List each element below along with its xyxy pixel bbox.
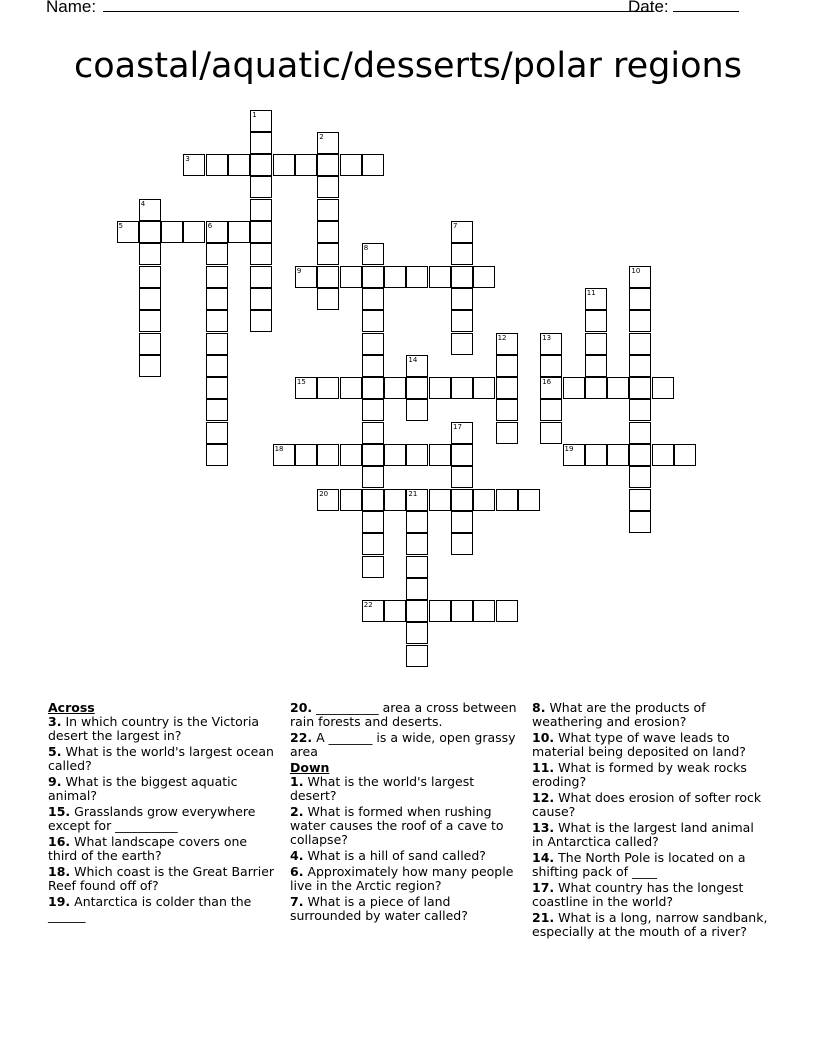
crossword-cell[interactable]: [362, 511, 384, 533]
crossword-cell[interactable]: [406, 266, 428, 288]
crossword-cell[interactable]: [384, 266, 406, 288]
crossword-cell[interactable]: [629, 511, 651, 533]
crossword-cell[interactable]: [451, 377, 473, 399]
crossword-cell[interactable]: [340, 266, 362, 288]
name-label: Name:: [46, 0, 97, 16]
crossword-cell[interactable]: [451, 310, 473, 332]
crossword-cell[interactable]: [250, 266, 272, 288]
across-clue: 16. What landscape covers one third of the earth?: [48, 834, 248, 863]
crossword-cell[interactable]: [362, 556, 384, 578]
cell-number: 11: [586, 288, 596, 297]
down-clue: 14. The North Pole is located on a shifting pack of ____: [532, 850, 746, 879]
crossword-cell[interactable]: [206, 377, 228, 399]
crossword-cell[interactable]: [451, 422, 473, 444]
crossword-cell[interactable]: [362, 489, 384, 511]
crossword-cell[interactable]: [451, 533, 473, 555]
across-clue: 9. What is the biggest aquatic animal?: [48, 774, 238, 803]
crossword-cell[interactable]: [206, 399, 228, 421]
crossword-cell[interactable]: [652, 377, 674, 399]
cell-number: 4: [140, 199, 146, 208]
crossword-cell[interactable]: [585, 288, 607, 310]
cell-number: 9: [296, 266, 302, 275]
crossword-cell[interactable]: [540, 333, 562, 355]
cell-number: 20: [319, 489, 329, 498]
crossword-cell[interactable]: [406, 377, 428, 399]
crossword-cell[interactable]: [183, 221, 205, 243]
crossword-cell[interactable]: [206, 422, 228, 444]
crossword-cell[interactable]: [496, 422, 518, 444]
crossword-cell[interactable]: [362, 310, 384, 332]
crossword-cell[interactable]: [206, 333, 228, 355]
down-clue: 12. What does erosion of softer rock cause?: [532, 790, 762, 819]
crossword-cell[interactable]: [451, 489, 473, 511]
down-clue: 13. What is the largest land animal in Antarctica called?: [532, 820, 754, 849]
crossword-cell[interactable]: [362, 600, 384, 622]
crossword-cell[interactable]: [406, 489, 428, 511]
crossword-cell[interactable]: [317, 377, 339, 399]
crossword-cell[interactable]: [406, 511, 428, 533]
crossword-cell[interactable]: [629, 399, 651, 421]
crossword-cell[interactable]: [429, 266, 451, 288]
crossword-cell[interactable]: [406, 399, 428, 421]
crossword-cell[interactable]: [206, 288, 228, 310]
clues-column-2: [290, 701, 520, 925]
across-clue: 5. What is the world's largest ocean called?: [48, 744, 274, 773]
crossword-cell[interactable]: [451, 600, 473, 622]
crossword-cell[interactable]: [362, 355, 384, 377]
across-heading: Across: [48, 700, 95, 715]
cell-number: 5: [118, 222, 123, 230]
crossword-cell[interactable]: [496, 489, 518, 511]
crossword-cell[interactable]: [295, 377, 317, 399]
down-clue: 4. What is a hill of sand called?: [290, 848, 486, 863]
crossword-cell[interactable]: [250, 221, 272, 243]
crossword-cell[interactable]: [585, 377, 607, 399]
crossword-cell[interactable]: [496, 333, 518, 355]
cell-number: 12: [497, 333, 507, 342]
crossword-cell[interactable]: [250, 199, 272, 221]
crossword-cell[interactable]: [384, 377, 406, 399]
crossword-cell[interactable]: [317, 176, 339, 198]
crossword-cell[interactable]: [451, 266, 473, 288]
crossword-cell[interactable]: [451, 243, 473, 265]
cell-number: 22: [363, 601, 373, 610]
crossword-cell[interactable]: [540, 377, 562, 399]
down-clue: 10. What type of wave leads to material being deposited on land?: [532, 730, 746, 759]
crossword-cell[interactable]: [206, 355, 228, 377]
crossword-cell[interactable]: [317, 221, 339, 243]
crossword-cell[interactable]: [117, 221, 139, 243]
crossword-cell[interactable]: [228, 221, 250, 243]
crossword-cell[interactable]: [629, 355, 651, 377]
crossword-cell[interactable]: [429, 600, 451, 622]
crossword-cell[interactable]: [496, 399, 518, 421]
crossword-cell[interactable]: [362, 154, 384, 176]
crossword-cell[interactable]: [652, 444, 674, 466]
crossword-cell[interactable]: [362, 288, 384, 310]
crossword-cell[interactable]: [250, 310, 272, 332]
down-clue: 7. What is a piece of land surrounded by water called?: [290, 894, 468, 923]
crossword-cell[interactable]: [607, 377, 629, 399]
crossword-cell[interactable]: [429, 377, 451, 399]
crossword-cell[interactable]: [406, 600, 428, 622]
crossword-cell[interactable]: [607, 444, 629, 466]
crossword-cell[interactable]: [473, 377, 495, 399]
crossword-cell[interactable]: [406, 622, 428, 644]
crossword-cell[interactable]: [629, 333, 651, 355]
crossword-cell[interactable]: [362, 422, 384, 444]
crossword-cell[interactable]: [139, 310, 161, 332]
crossword-cell[interactable]: [629, 310, 651, 332]
crossword-cell[interactable]: [362, 266, 384, 288]
cell-number: 17: [453, 422, 462, 431]
crossword-cell[interactable]: [496, 377, 518, 399]
crossword-cell[interactable]: [384, 489, 406, 511]
crossword-cell[interactable]: [250, 132, 272, 154]
crossword-cell[interactable]: [518, 489, 540, 511]
cell-number: 1: [252, 110, 257, 119]
crossword-cell[interactable]: [585, 333, 607, 355]
crossword-cell[interactable]: [429, 489, 451, 511]
down-clue: 6. Approximately how many people live in the Arctic region?: [290, 864, 514, 893]
crossword-cell[interactable]: [250, 176, 272, 198]
crossword-cell[interactable]: [540, 422, 562, 444]
down-clue: 21. What is a long, narrow sandbank, especially at the mouth of a river?: [532, 910, 768, 939]
crossword-cell[interactable]: [629, 266, 651, 288]
cell-number: 6: [207, 222, 213, 230]
date-label: Date:: [628, 0, 669, 16]
crossword-cell[interactable]: [206, 243, 228, 265]
crossword-cell[interactable]: [206, 154, 228, 176]
cell-number: 16: [542, 378, 552, 387]
crossword-cell[interactable]: [317, 266, 339, 288]
crossword-cell[interactable]: [139, 199, 161, 221]
cell-number: 14: [408, 355, 418, 364]
crossword-cell[interactable]: [250, 288, 272, 310]
crossword-cell[interactable]: [273, 154, 295, 176]
crossword-cell[interactable]: [317, 288, 339, 310]
clues-column-3: [532, 701, 768, 941]
crossword-cell[interactable]: [183, 154, 205, 176]
crossword-cell[interactable]: [317, 243, 339, 265]
crossword-cell[interactable]: [317, 489, 339, 511]
crossword-cell[interactable]: [585, 310, 607, 332]
cell-number: 7: [453, 222, 458, 230]
crossword-cell[interactable]: [139, 288, 161, 310]
crossword-cell[interactable]: [206, 444, 228, 466]
crossword-cell[interactable]: [473, 600, 495, 622]
crossword-cell[interactable]: [451, 333, 473, 355]
crossword-cell[interactable]: [384, 444, 406, 466]
crossword-cell[interactable]: [362, 243, 384, 265]
cell-number: 13: [542, 333, 552, 342]
crossword-cell[interactable]: [629, 489, 651, 511]
crossword-cell[interactable]: [629, 288, 651, 310]
crossword-cell[interactable]: [473, 489, 495, 511]
across-clue: 18. Which coast is the Great Barrier Reef found off of?: [48, 864, 275, 893]
crossword-cell[interactable]: [317, 154, 339, 176]
crossword-cell[interactable]: [317, 132, 339, 154]
crossword-cell[interactable]: [473, 266, 495, 288]
crossword-cell[interactable]: [629, 377, 651, 399]
crossword-cell[interactable]: [451, 288, 473, 310]
crossword-cell[interactable]: [317, 199, 339, 221]
crossword-cell[interactable]: [340, 154, 362, 176]
crossword-cell[interactable]: [451, 444, 473, 466]
crossword-cell[interactable]: [429, 444, 451, 466]
crossword-cell[interactable]: [406, 556, 428, 578]
crossword-cell[interactable]: [362, 333, 384, 355]
crossword-cell[interactable]: [362, 399, 384, 421]
cell-number: 3: [185, 155, 190, 164]
crossword-cell[interactable]: [540, 399, 562, 421]
down-clue: 8. What are the products of weathering and erosion?: [532, 700, 706, 729]
crossword-cell[interactable]: [451, 221, 473, 243]
crossword-cell[interactable]: [629, 422, 651, 444]
crossword-cell[interactable]: [273, 444, 295, 466]
crossword-cell[interactable]: [406, 533, 428, 555]
down-clue: 17. What country has the longest coastline in the world?: [532, 880, 744, 909]
crossword-cell[interactable]: [139, 266, 161, 288]
crossword-cell[interactable]: [674, 444, 696, 466]
crossword-cell[interactable]: [295, 154, 317, 176]
across-clue: 3. In which country is the Victoria desert the largest in?: [48, 714, 260, 743]
crossword-cell[interactable]: [250, 243, 272, 265]
crossword-cell[interactable]: [340, 377, 362, 399]
crossword-cell[interactable]: [206, 266, 228, 288]
crossword-cell[interactable]: [295, 444, 317, 466]
crossword-cell[interactable]: [629, 444, 651, 466]
crossword-cell[interactable]: [362, 444, 384, 466]
across-clue: 19. Antarctica is colder than the ______: [48, 894, 252, 923]
crossword-cell[interactable]: [250, 154, 272, 176]
cell-number: 19: [564, 445, 574, 453]
down-clue: 11. What is formed by weak rocks eroding?: [532, 760, 747, 789]
crossword-cell[interactable]: [362, 466, 384, 488]
crossword-cell[interactable]: [317, 444, 339, 466]
crossword-cell[interactable]: [384, 600, 406, 622]
cell-number: 10: [631, 266, 641, 275]
crossword-cell[interactable]: [206, 310, 228, 332]
page-title: coastal/aquatic/desserts/polar regions: [74, 46, 742, 86]
crossword-cell[interactable]: [139, 355, 161, 377]
crossword-cell[interactable]: [629, 466, 651, 488]
crossword-cell[interactable]: [563, 377, 585, 399]
crossword-cell[interactable]: [139, 333, 161, 355]
crossword-cell[interactable]: [228, 154, 250, 176]
down-heading: Down: [290, 760, 330, 775]
crossword-cell[interactable]: [406, 578, 428, 600]
crossword-cell[interactable]: [161, 221, 183, 243]
crossword-cell[interactable]: [406, 444, 428, 466]
crossword-cell[interactable]: [563, 444, 585, 466]
across-clue: 20. __________ area a cross between rain forests and deserts.: [290, 700, 517, 729]
crossword-cell[interactable]: [496, 600, 518, 622]
crossword-cell[interactable]: [451, 466, 473, 488]
crossword-cell[interactable]: [585, 355, 607, 377]
crossword-cell[interactable]: [362, 377, 384, 399]
cell-number: 8: [363, 244, 369, 253]
cell-number: 15: [296, 378, 306, 387]
cell-number: 21: [408, 489, 418, 498]
crossword-cell[interactable]: [139, 221, 161, 243]
crossword-cell[interactable]: [139, 243, 161, 265]
crossword-cell[interactable]: [406, 355, 428, 377]
cell-number: 2: [319, 132, 324, 141]
cell-number: 18: [274, 445, 284, 453]
crossword-cell[interactable]: [451, 511, 473, 533]
down-clue: 2. What is formed when rushing water causes the roof of a cave to collapse?: [290, 804, 504, 847]
crossword-cell[interactable]: [585, 444, 607, 466]
clues-column-1: [48, 701, 280, 925]
crossword-cell[interactable]: [362, 533, 384, 555]
crossword-cell[interactable]: [496, 355, 518, 377]
crossword-cell[interactable]: [340, 444, 362, 466]
across-clue: 15. Grasslands grow everywhere except for __________: [48, 804, 256, 833]
down-clue: 1. What is the world's largest desert?: [290, 774, 475, 803]
across-clue: 22. A _______ is a wide, open grassy area: [290, 730, 516, 759]
crossword-cell[interactable]: [250, 110, 272, 132]
crossword-cell[interactable]: [206, 221, 228, 243]
crossword-cell[interactable]: [295, 266, 317, 288]
crossword-cell[interactable]: [406, 645, 428, 667]
crossword-cell[interactable]: [340, 489, 362, 511]
crossword-cell[interactable]: [540, 355, 562, 377]
